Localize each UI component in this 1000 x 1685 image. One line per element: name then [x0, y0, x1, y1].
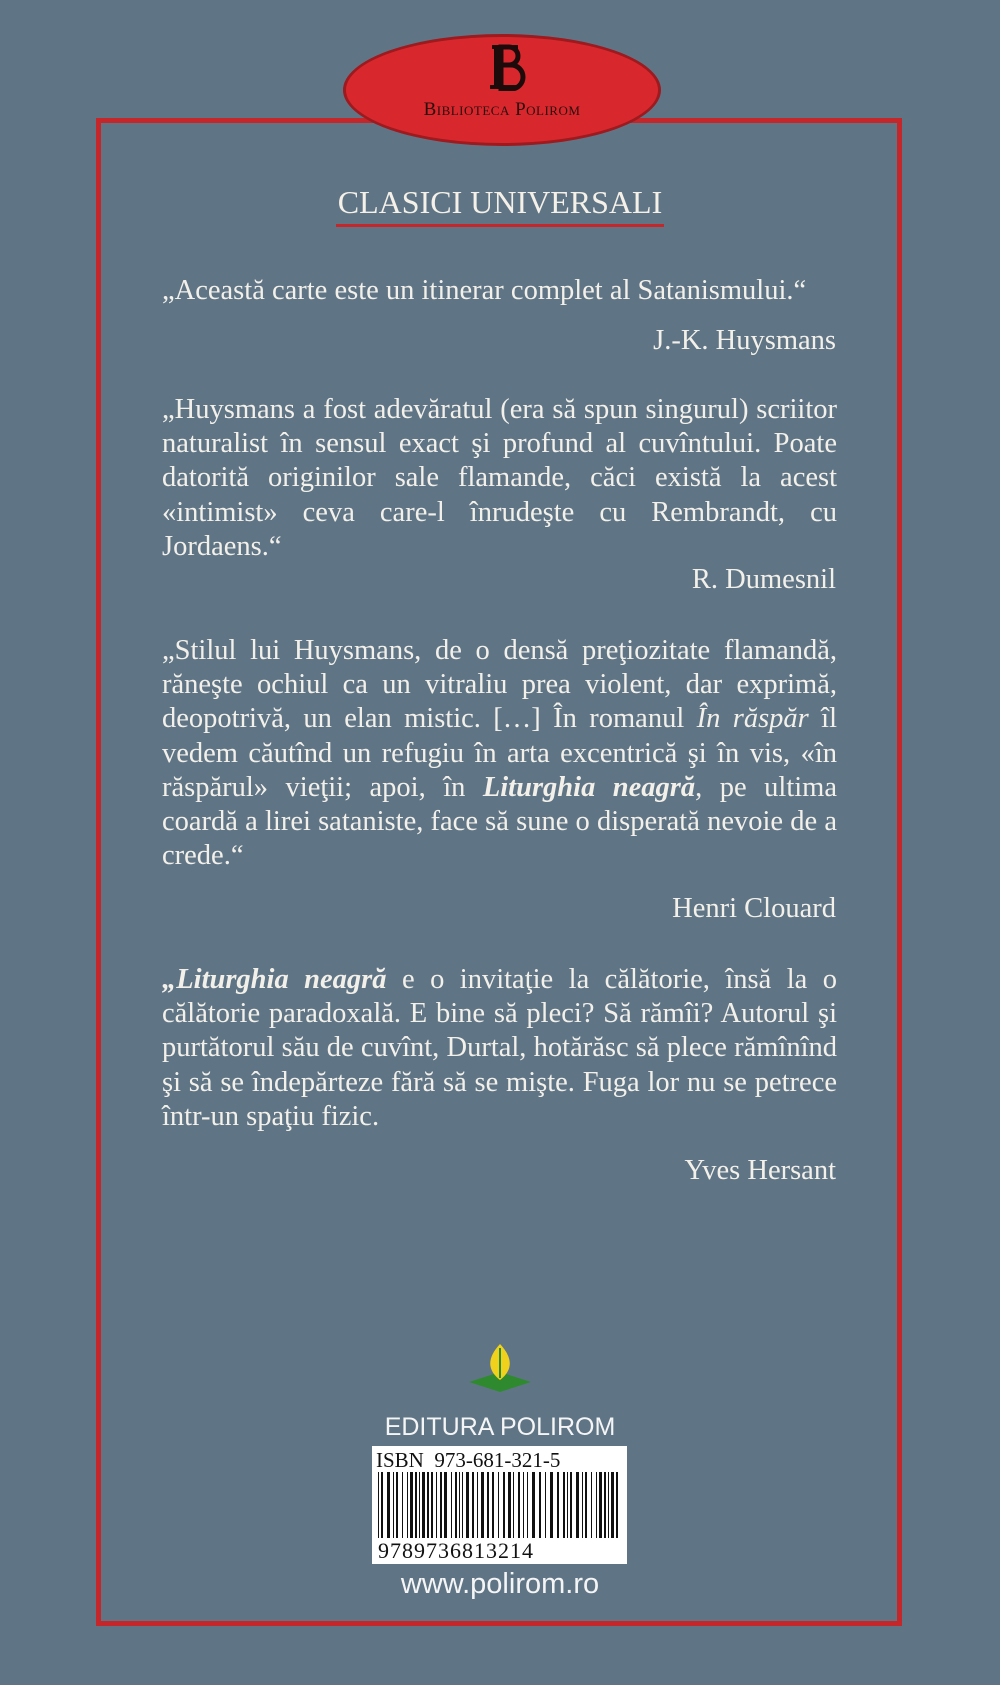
barcode-stripe — [407, 1472, 408, 1538]
isbn-text: ISBN 973-681-321-5 — [376, 1448, 561, 1472]
quote-3-part3: , pe ultima coardă a lirei sataniste, face să sune o disperată nevoie de a crede.“ — [162, 771, 837, 872]
barcode-stripe — [451, 1472, 452, 1538]
barcode-stripe — [585, 1472, 587, 1538]
barcode-stripe — [410, 1472, 413, 1538]
barcode-stripe — [498, 1472, 499, 1538]
quote-4-author: Yves Hersant — [684, 1155, 836, 1186]
barcode-stripe — [393, 1472, 394, 1538]
flame-book-icon — [465, 1338, 535, 1396]
barcode-stripe — [503, 1472, 505, 1538]
quote-1-author: J.-K. Huysmans — [653, 325, 836, 356]
barcode-stripe — [596, 1472, 597, 1538]
barcode-stripe — [455, 1472, 457, 1538]
quote-3-author: Henri Clouard — [672, 893, 836, 924]
barcode-stripe — [459, 1472, 460, 1538]
barcode-stripe — [387, 1472, 390, 1538]
barcode-stripe — [532, 1472, 535, 1538]
barcode-stripe — [472, 1472, 474, 1538]
series-title-text: CLASICI UNIVERSALI — [336, 184, 664, 227]
barcode-stripe — [415, 1472, 417, 1538]
barcode-stripe — [487, 1472, 489, 1538]
barcode-stripe — [616, 1472, 618, 1538]
barcode-stripe — [440, 1472, 442, 1538]
barcode-stripe — [518, 1472, 520, 1538]
barcode-stripe — [608, 1472, 609, 1538]
barcode-stripe — [402, 1472, 403, 1538]
barcode-stripe — [550, 1472, 553, 1538]
quote-3-title-in-raspar: În răspăr — [696, 703, 809, 735]
quote-2-author: R. Dumesnil — [691, 564, 836, 595]
biblioteca-polirom-seal — [343, 34, 661, 146]
barcode-stripe — [576, 1472, 579, 1538]
barcode-stripe — [477, 1472, 478, 1538]
quote-4-text: e o invitaţie la călătorie, însă la o călătorie paradoxală. E bine să pleci? Să rămîi? Autorul şi purtătorul său de cuvînt, Durtal, hotărăsc să plece rămînînd şi să se îndepărteze fără să se mişte. Fuga lor nu se petrece într-un spaţiu fizic. — [162, 964, 837, 1132]
barcode-stripe — [527, 1472, 528, 1538]
barcode-stripe — [444, 1472, 447, 1538]
barcode-stripe — [419, 1472, 420, 1538]
barcode-bars — [376, 1472, 623, 1542]
website-url: www.polirom.ro — [400, 1568, 600, 1600]
barcode-stripe — [466, 1472, 469, 1538]
barcode-stripe — [563, 1472, 565, 1538]
barcode-stripe — [604, 1472, 606, 1538]
barcode-stripe — [570, 1472, 572, 1538]
quote-2: „Huysmans a fost adevăratul (era să spun singurul) scriitor naturalist în sensul exact şi profund al cuvîntului. Poate datorită originilor sale flamande, căci există la acest «intimist» ceva care-l înrudeşte cu Rembrandt, cu Jordaens.“ — [162, 394, 837, 562]
barcode-stripe — [567, 1472, 568, 1538]
barcode-stripe — [436, 1472, 437, 1538]
series-title — [0, 184, 1000, 221]
biblioteca-logo-icon — [346, 43, 664, 91]
barcode-stripe — [492, 1472, 494, 1538]
barcode-stripe — [545, 1472, 546, 1538]
seal-label: Biblioteca Polirom — [423, 99, 581, 120]
barcode-stripe — [611, 1472, 614, 1538]
quote-3-part2: îl vedem căutînd un refugiu în arta excentrică şi în vis, «în răspărul» vieţii; apoi, în — [162, 703, 837, 803]
barcode-stripe — [427, 1472, 429, 1538]
quote-3-title-liturghia: Liturghia neagră — [482, 771, 696, 803]
barcode — [372, 1446, 627, 1564]
barcode-stripe — [599, 1472, 602, 1538]
barcode-stripe — [431, 1472, 433, 1538]
barcode-stripe — [381, 1472, 383, 1538]
quote-3-part1: „Stilul lui Huysmans, de o densă preţiozitate flamandă, răneşte ochiul ca un vitraliu prea violent, dar exprimă, deopotrivă, un elan mistic. […] În romanul — [162, 635, 837, 735]
barcode-stripe — [462, 1472, 463, 1538]
barcode-stripe — [422, 1472, 425, 1538]
barcode-stripe — [591, 1472, 592, 1538]
quote-3 — [162, 634, 837, 873]
barcode-stripe — [539, 1472, 541, 1538]
barcode-stripe — [523, 1472, 524, 1538]
barcode-stripe — [378, 1472, 379, 1538]
barcode-stripe — [557, 1472, 559, 1538]
barcode-stripe — [481, 1472, 484, 1538]
quote-4-title-liturghia: „Liturghia neagră — [162, 964, 387, 995]
quote-1: „Această carte este un itinerar complet al Satanismului.“ — [162, 275, 807, 306]
barcode-number: 9789736813214 — [378, 1538, 534, 1563]
barcode-stripe — [582, 1472, 583, 1538]
barcode-stripe — [508, 1472, 511, 1538]
quote-4 — [162, 963, 837, 1134]
publisher-name: EDITURA POLIROM — [384, 1413, 616, 1441]
barcode-stripe — [513, 1472, 514, 1538]
barcode-stripe — [396, 1472, 398, 1538]
